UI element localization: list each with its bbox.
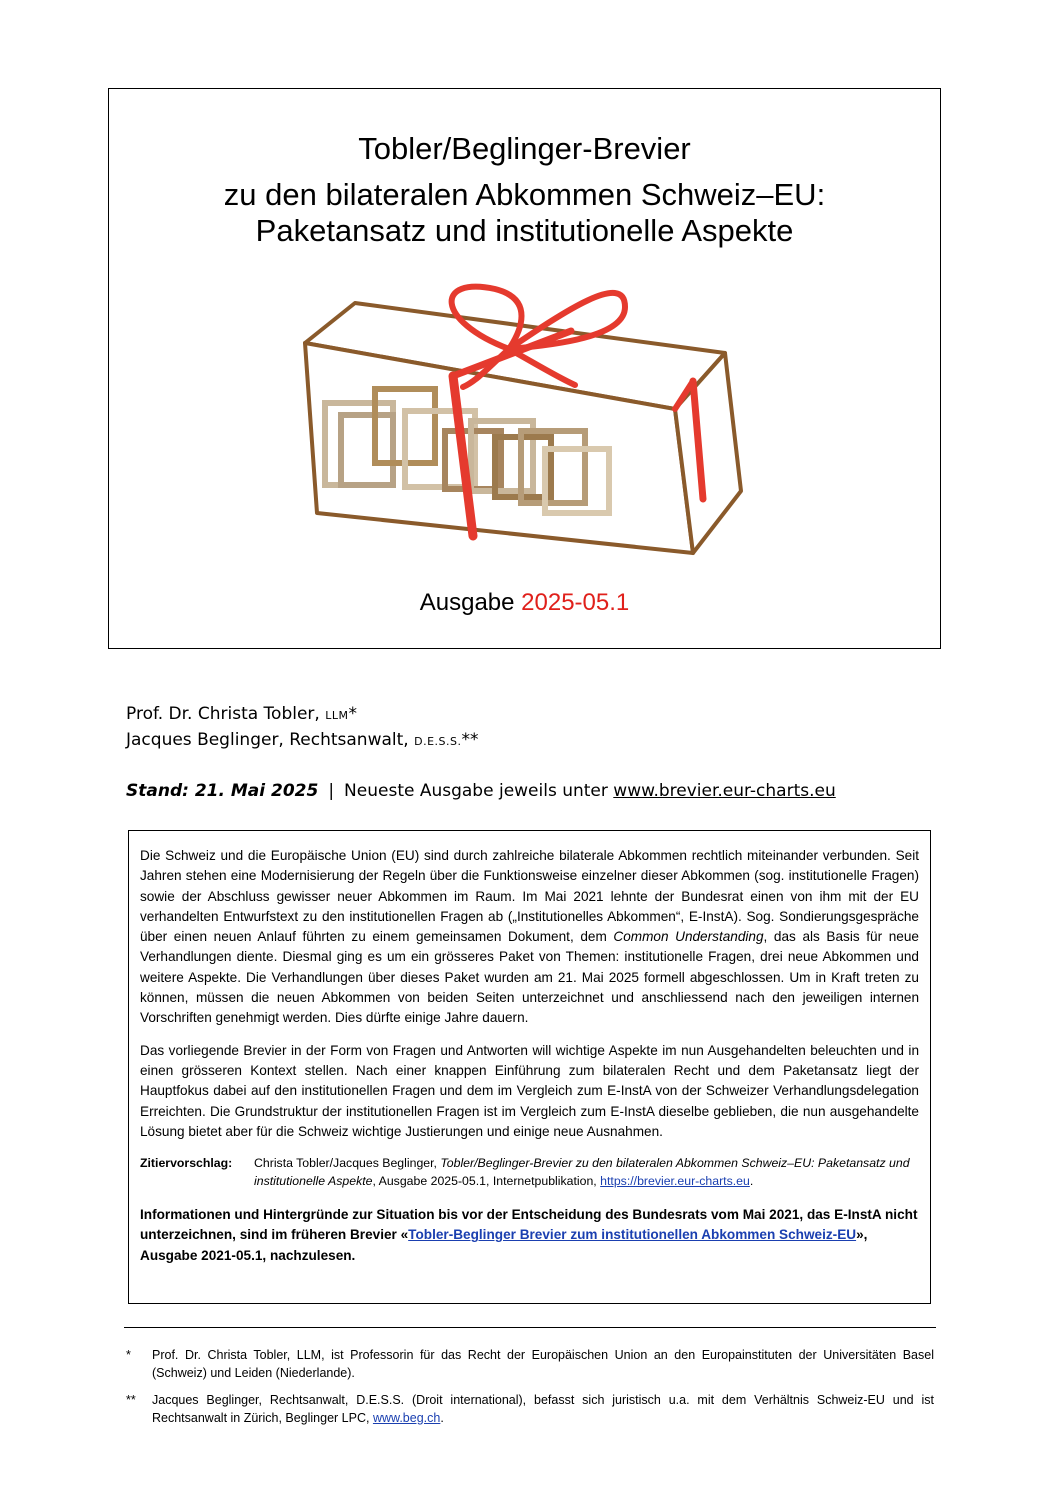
citation-end: . [749,1174,754,1189]
footnote-2-text: Jacques Beglinger, Rechtsanwalt, D.E.S.S. (Droit international), befasst sich juristisch u.a. mit dem Verhältnis Schweiz-EU und ist Rechtsanwalt in Zürich, Beglinger LPC, [152,1393,934,1425]
earlier-brevier-link[interactable]: Tobler-Beglinger Brevier zum institutionellen Abkommen Schweiz-EU [408,1227,857,1243]
author-2-name: Jacques Beglinger, Rechtsanwalt, [126,730,415,750]
author-2-mark: ** [461,730,479,750]
abstract-box [128,830,931,1304]
citation-text [254,1154,919,1190]
footnote-2-body [152,1392,934,1427]
author-1-mark: * [348,704,357,724]
abstract-paragraph-1 [140,846,919,1029]
beg-website-link[interactable]: www.beg.ch [372,1410,441,1425]
common-understanding-term: Common Understanding [613,929,764,945]
citation-details: , Ausgabe 2025-05.1, Internetpublikation, [372,1174,601,1189]
brevier-website-link[interactable]: www.brevier.eur-charts.eu [613,781,836,801]
citation-suggestion [140,1154,919,1190]
author-1-degree: LLM [325,709,349,722]
footnote-2 [126,1392,934,1427]
edition-number: 2025-05.1 [521,589,630,616]
citation-title: Tobler/Beglinger-Brevier zu den bilateralen Abkommen Schweiz–EU: Paketansatz und institutionelle Aspekte [254,1156,910,1189]
footnote-1-mark: * [126,1348,131,1362]
earlier-brevier-info [140,1205,919,1266]
citation-label: Zitiervorschlag: [140,1156,233,1171]
author-2 [126,728,478,754]
cover-subtitle-line2: Paketansatz und institutionelle Aspekte [255,213,794,248]
footnote-2-mark: ** [126,1393,136,1407]
author-1 [126,702,478,728]
stand-line [126,779,836,803]
stand-text: Neueste Ausgabe jeweils unter [344,781,614,801]
author-list [126,702,478,754]
gift-box-illustration [295,281,755,561]
footnote-1 [126,1347,934,1382]
cover-subtitle-line1: zu den bilateralen Abkommen Schweiz–EU: [223,177,826,212]
edition-prefix: Ausgabe [419,589,522,616]
stand-separator: | [328,781,335,801]
footnote-divider [124,1327,936,1328]
citation-authors: Christa Tobler/Jacques Beglinger, [254,1156,441,1171]
author-2-degree: D.E.S.S. [414,735,462,748]
stand-date: Stand: 21. Mai 2025 [126,781,319,801]
author-1-name: Prof. Dr. Christa Tobler, [126,704,326,724]
cover-box [108,88,941,649]
citation-link[interactable]: https://brevier.eur-charts.eu [600,1174,750,1189]
abstract-p1-start: Die Schweiz und die Europäische Union (EU) sind durch zahlreiche bilaterale Abkommen rechtlich miteinander verbunden. Seit Jahren stehen eine Modernisierung der Regeln über die Funktionsweise einzelner dieser Abkommen (sog. institutionelle Fragen) sowie der Abschluss gewisser neuer Abkommen im Raum. Im Mai 2021 lehnte der Bundesrat einen von ihm mit der EU verhandelten Entwurfstext zu den institutionellen Fragen ab („Institutionelles Abkommen“, E-InstA). Sog. Sondierungsgespräche über einen neuen Anlauf führten zu einem gemeinsamen Dokument, dem [140,848,919,945]
footnote-1-text: Prof. Dr. Christa Tobler, LLM, ist Professorin für das Recht der Europäischen Union an den Europainstituten der Universitäten Basel (Schweiz) und Leiden (Niederlande). [152,1348,934,1380]
footnote-2-end: . [440,1410,444,1425]
edition-label [109,587,940,619]
info-text: Informationen und Hintergründe zur Situation bis vor der Entscheidung des Bundesrats vom Mai 2021, das E-InstA nicht unterzeichnen, sind im früheren Brevier « [140,1207,918,1243]
abstract-paragraph-2: Das vorliegende Brevier in der Form von Fragen und Antworten will wichtige Aspekte im nun Ausgehandelten beleuchten und in einen grösseren Kontext stellen. Nach einer knappen Einführung zum bilateralen Recht und dem Paketansatz liegt der Hauptfokus dabei auf den institutionellen Fragen und dem im Vergleich zum E-InstA von der Schweizer Verhandlungsdelegation Erreichten. Die Grundstruktur der institutionellen Fragen ist im Vergleich zum E-InstA dieselbe geblieben, die nun ausgehandelte Lösung bietet aber für die Schweiz wichtige Justierungen und einige neue Ausnahmen. [140,1042,919,1139]
info-end: », Ausgabe 2021-05.1, nachzulesen. [140,1227,868,1263]
abstract-p1-end: , das als Basis für neue Verhandlungen diente. Diesmal ging es um ein grösseres Paket von Themen: institutionelle Fragen, drei neue Abkommen und weitere Aspekte. Die Verhandlungen über dieses Paket wurden am 21. Mai 2025 formell abgeschlossen. Um in Kraft treten zu können, müssen die neuen Abkommen von beiden Seiten unterzeichnet und anschliessend nach den jeweiligen internen Vorschriften genehmigt werden. Dies dürfte einige Jahre dauern. [140,929,919,1026]
cover-title: Tobler/Beglinger-Brevier [358,131,691,166]
